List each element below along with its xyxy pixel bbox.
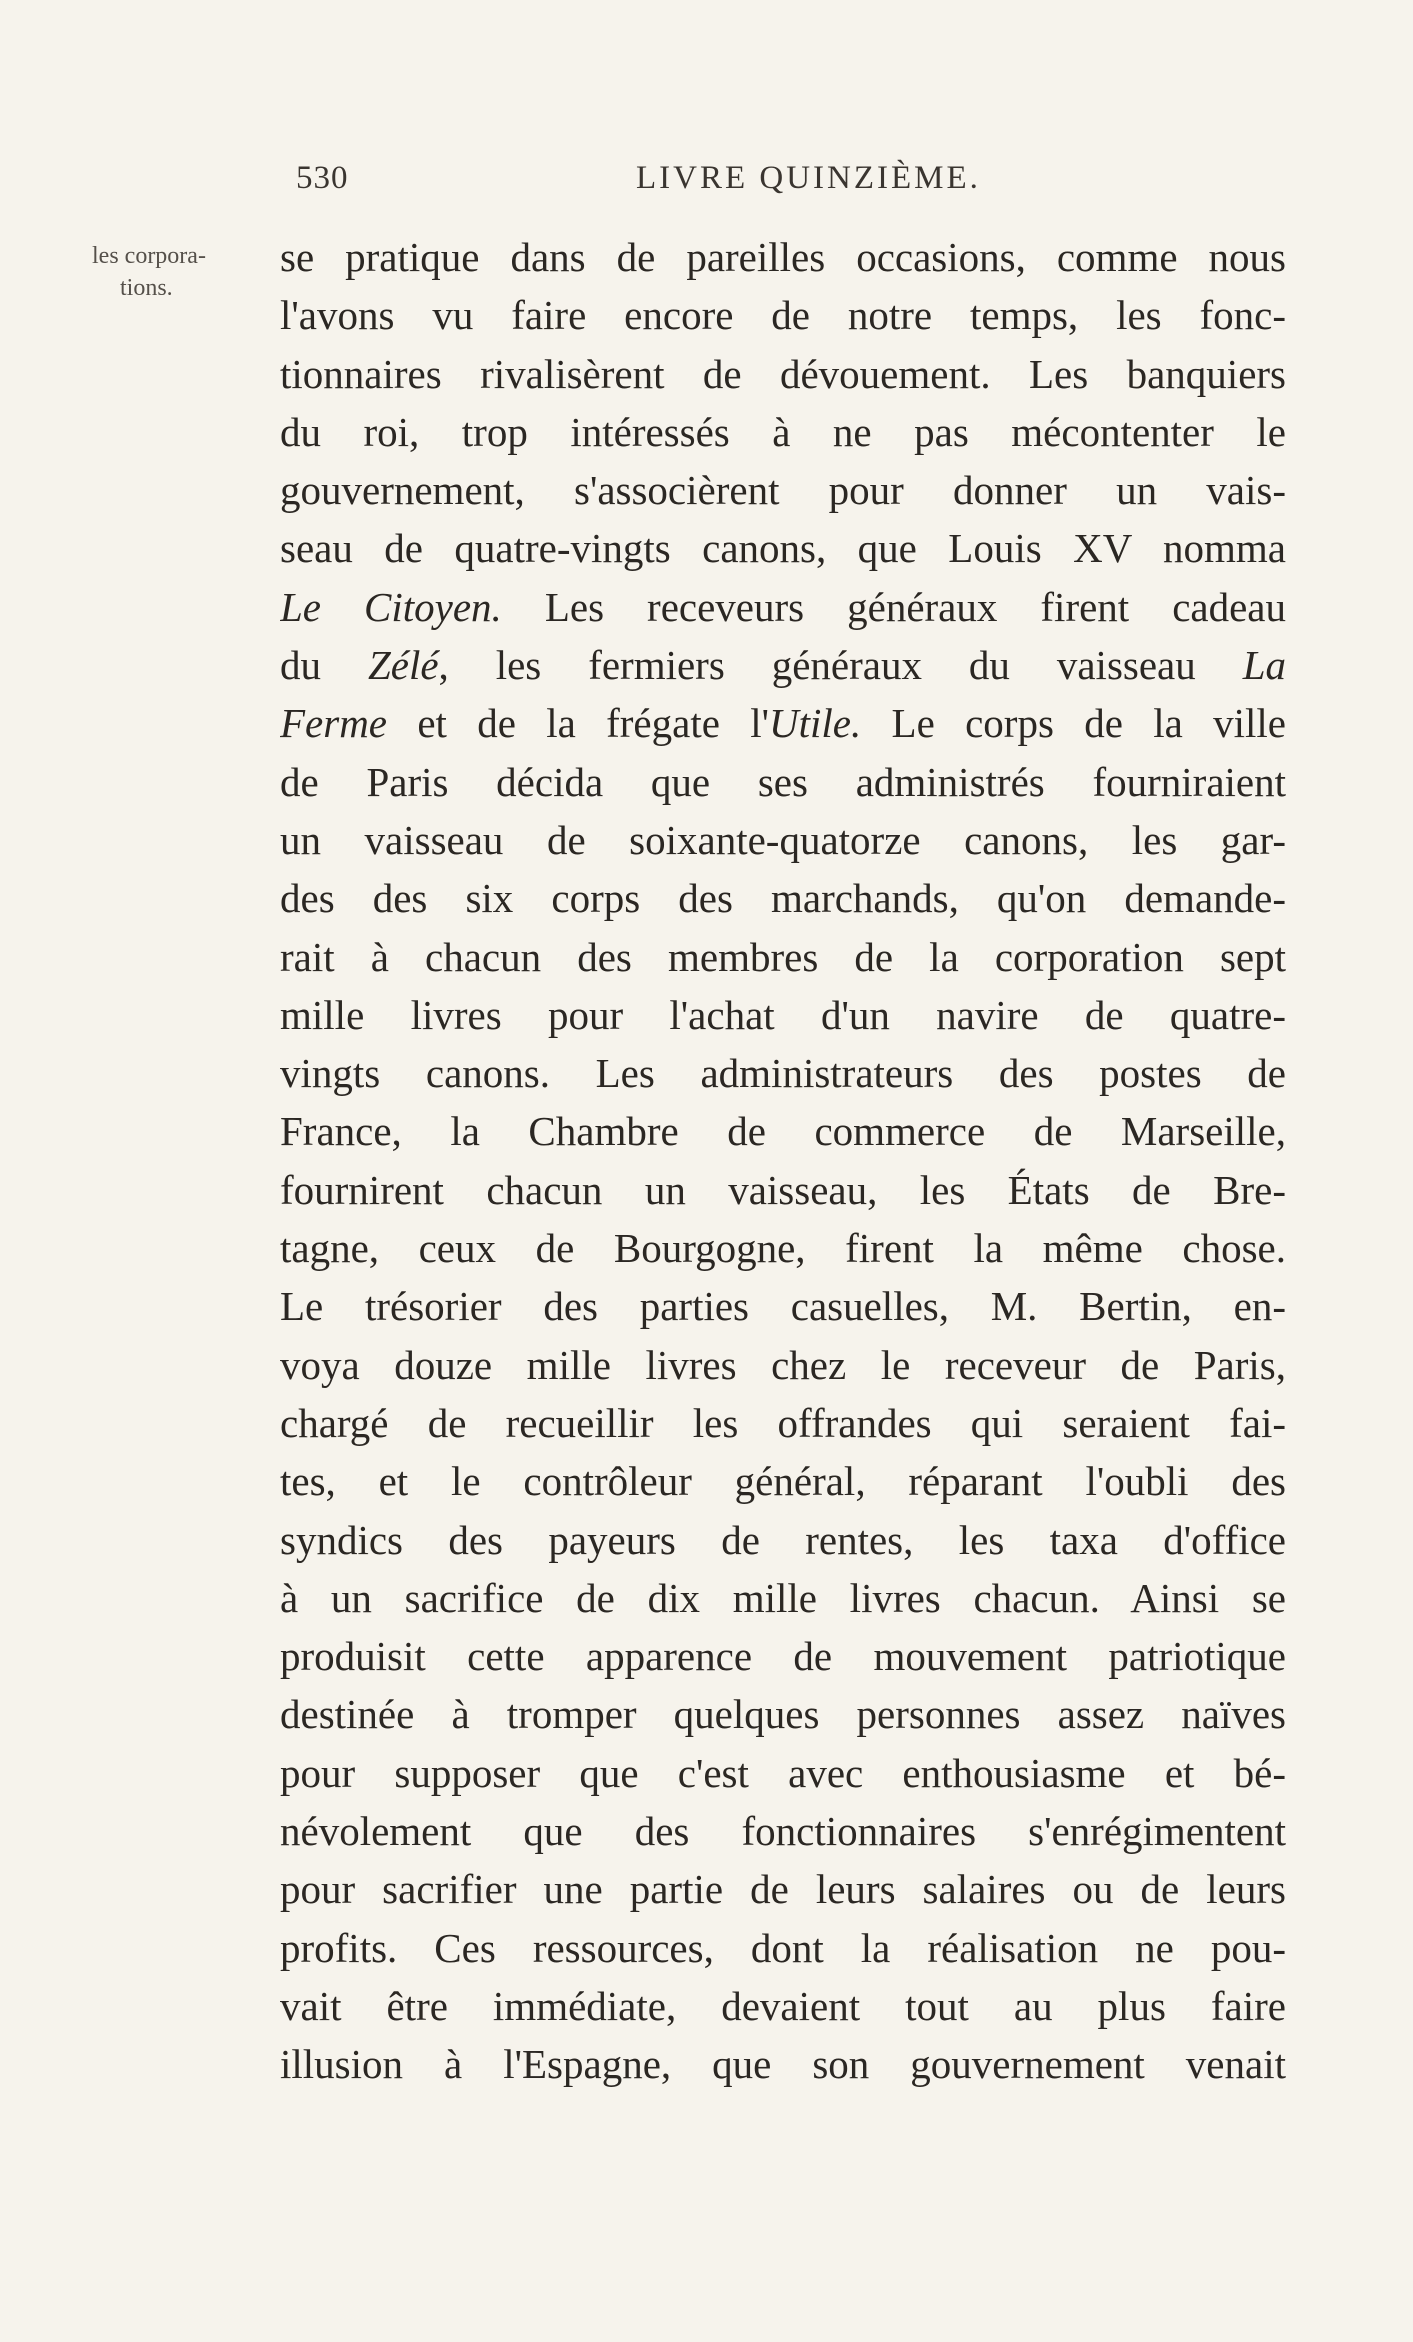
italic-ship-name: Utile. [769,700,862,747]
text-line: pour supposer que c'est avec enthousiasme et bé- [280,1749,1286,1796]
text-line: syndics des payeurs de rentes, les taxa d'office [280,1516,1286,1563]
text-line: profits. Ces ressources, dont la réalisation ne pou- [280,1924,1286,1971]
text-line: pour sacrifier une partie de leurs salaires ou de leurs [280,1866,1286,1913]
text-line: tagne, ceux de Bourgogne, firent la même chose. [280,1225,1286,1272]
text-line: Ferme et de la frégate l'Utile. Le corps de la ville [280,700,1286,747]
page-number: 530 [296,160,349,196]
text-line: vingts canons. Les administrateurs des postes de [280,1050,1286,1097]
text-line: Le trésorier des parties casuelles, M. Bertin, en- [280,1283,1286,1330]
text-line: produisit cette apparence de mouvement patriotique [280,1633,1286,1680]
text-line: fournirent chacun un vaisseau, les États de Bre- [280,1166,1286,1213]
body-text [280,228,1286,2094]
margin-note-line: les corpora- [92,243,206,269]
italic-ship-name: Le Citoyen. [280,583,502,630]
text-line: du roi, trop intéressés à ne pas mécontenter le [280,408,1286,455]
text-line: mille livres pour l'achat d'un navire de quatre- [280,991,1286,1038]
text-line: gouvernement, s'associèrent pour donner un vais- [280,467,1286,514]
text-line: vait être immédiate, devaient tout au plus faire [280,1982,1286,2029]
text-line: du Zélé, les fermiers généraux du vaisseau La [280,642,1286,689]
text-line: France, la Chambre de commerce de Marseille, [280,1108,1286,1155]
running-title: LIVRE QUINZIÈME. [636,160,981,196]
text-line: voya douze mille livres chez le receveur de Paris, [280,1341,1286,1388]
text-line: un vaisseau de soixante-quatorze canons, les gar- [280,816,1286,863]
text-line: destinée à tromper quelques personnes assez naïves [280,1691,1286,1738]
italic-ship-name: La [1242,642,1286,689]
text-line: des des six corps des marchands, qu'on demande- [280,875,1286,922]
text-line: seau de quatre-vingts canons, que Louis XV nomma [280,525,1286,572]
text-line: l'avons vu faire encore de notre temps, les fonc- [280,292,1286,339]
text-line: à un sacrifice de dix mille livres chacun. Ainsi se [280,1574,1286,1621]
text-line: rait à chacun des membres de la corporation sept [280,933,1286,980]
page-header [296,160,1292,208]
text-line: illusion à l'Espagne, que son gouvernement venait [280,2041,1286,2088]
italic-ship-name: Ferme [280,700,388,747]
text-line: chargé de recueillir les offrandes qui seraient fai- [280,1399,1286,1446]
text-line: de Paris décida que ses administrés fourniraient [280,758,1286,805]
text-line: Le Citoyen. Les receveurs généraux firent cadeau [280,583,1286,630]
italic-ship-name: Zélé [367,642,439,689]
text-line: tionnaires rivalisèrent de dévouement. Les banquiers [280,350,1286,397]
margin-note [92,240,242,304]
margin-note-line: tions. [120,275,173,301]
text-line: névolement que des fonctionnaires s'enrégimentent [280,1808,1286,1855]
text-line: tes, et le contrôleur général, réparant l'oubli des [280,1458,1286,1505]
text-line: se pratique dans de pareilles occasions, comme nous [280,234,1286,280]
